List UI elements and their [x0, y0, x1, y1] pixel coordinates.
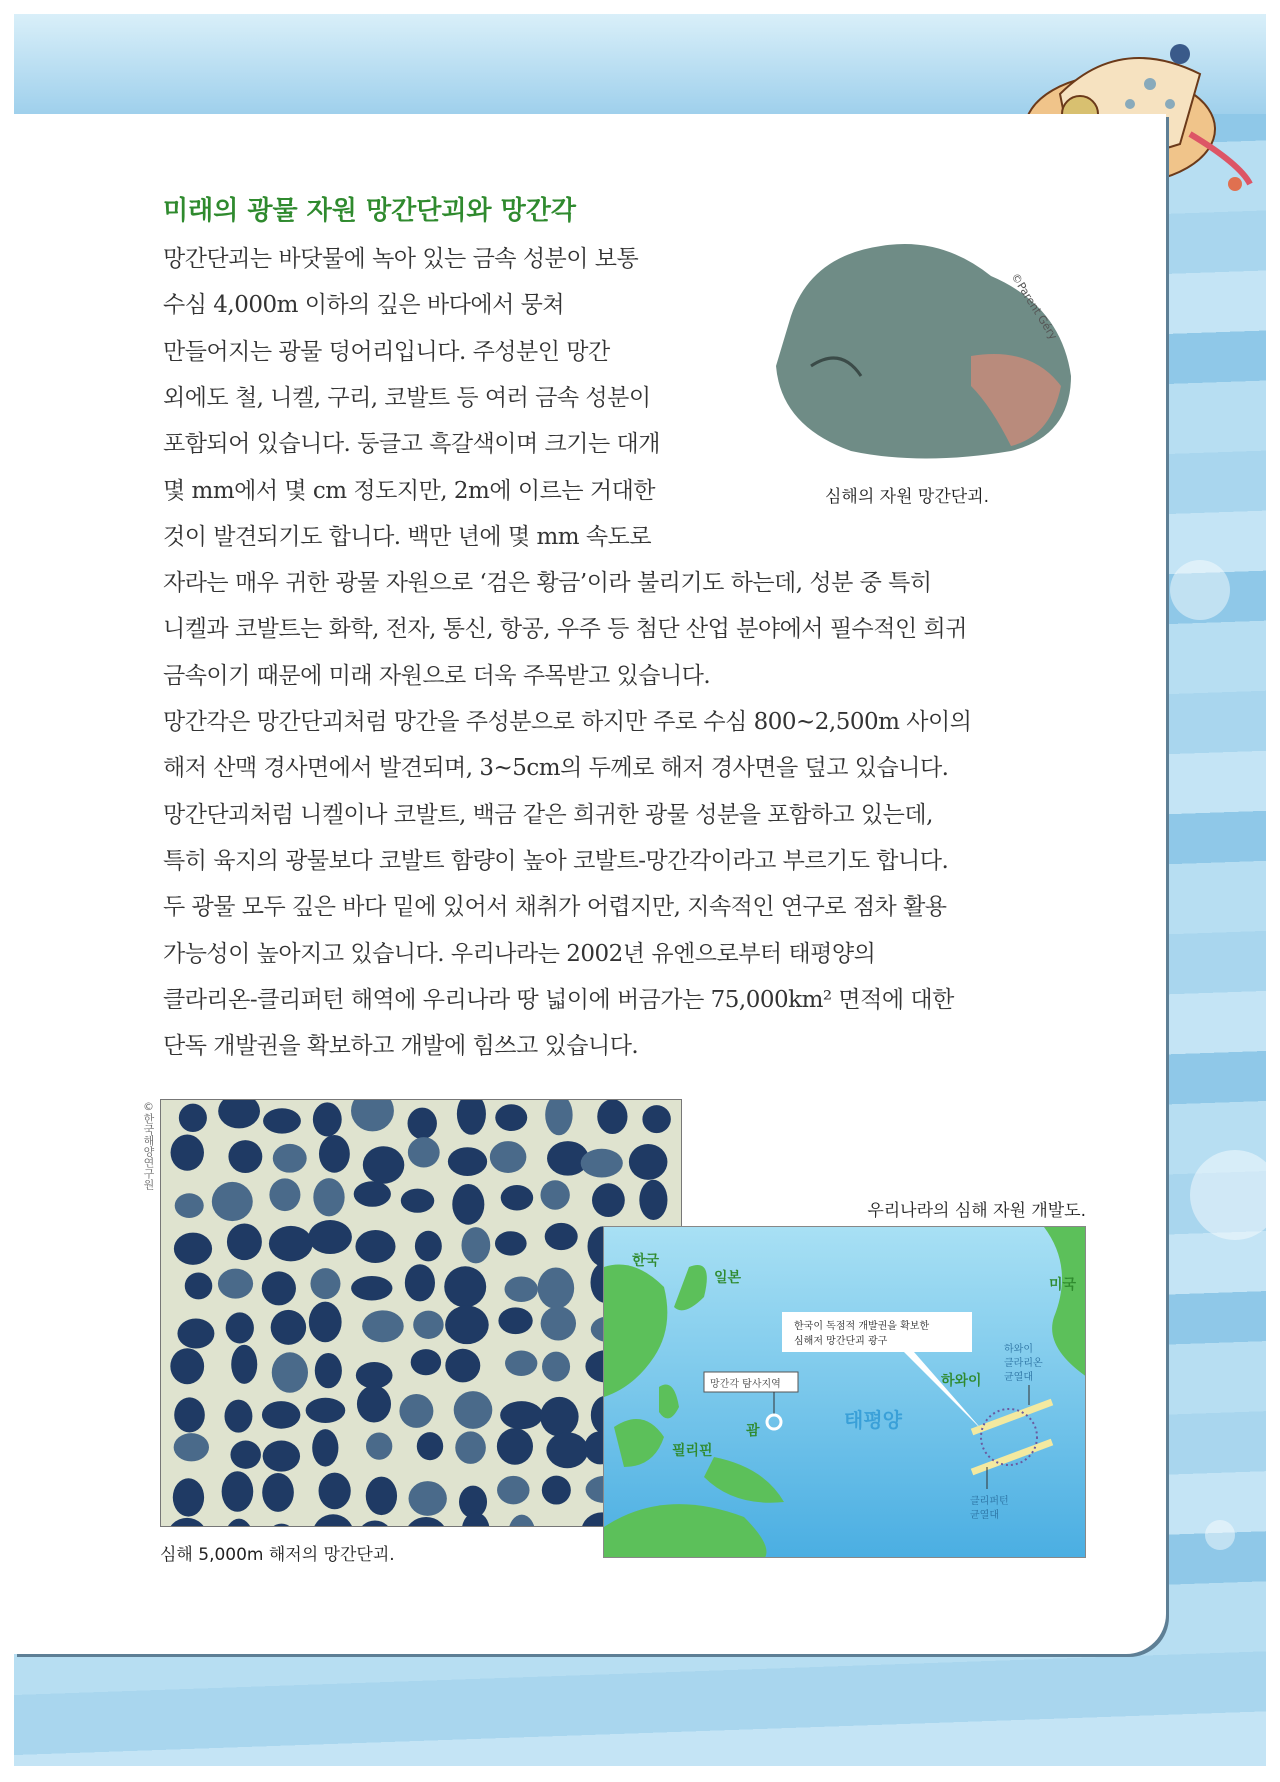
nodule: [581, 1149, 623, 1178]
body-line: 망간단괴는 바닷물에 녹아 있는 금속 성분이 보통: [163, 246, 639, 272]
nodule: [226, 1312, 254, 1343]
nodule: [542, 1352, 570, 1382]
bubble-decoration: [1170, 560, 1230, 620]
nodule: [185, 1272, 213, 1299]
nodule: [170, 1348, 204, 1384]
nodule: [542, 1476, 571, 1505]
nodule: [312, 1429, 338, 1466]
nodule: [408, 1137, 440, 1167]
nodule: [362, 1310, 404, 1342]
nodule: [319, 1473, 351, 1510]
nodule: [546, 1432, 588, 1468]
nodule: [399, 1394, 433, 1428]
nodule: [167, 1518, 208, 1527]
nodule: [308, 1220, 352, 1254]
nodule: [639, 1180, 667, 1220]
body-line: 외에도 철, 니켈, 구리, 코발트 등 여러 금속 성분이: [163, 384, 651, 411]
map-callout: 한국이 독점적 개발권을 확보한: [794, 1321, 930, 1332]
map-callout: 심해저 망간단괴 광구: [794, 1336, 888, 1347]
nodule: [354, 1181, 391, 1207]
nodule: [455, 1431, 486, 1464]
body-line: 망간단괴처럼 니켈이나 코발트, 백금 같은 희귀한 광물 성분을 포함하고 있는데,: [163, 801, 933, 828]
nodule: [231, 1345, 257, 1384]
nodule: [457, 1100, 486, 1135]
nodule: [268, 1524, 295, 1527]
map-label-zone: 균열대: [1004, 1372, 1033, 1383]
bubble-decoration: [1205, 1520, 1235, 1550]
nodule: [545, 1100, 572, 1135]
nodule: [227, 1223, 262, 1260]
nodule: [263, 1441, 300, 1472]
nodule: [173, 1478, 204, 1516]
map-label-crust-area: 망간각 탐사지역: [710, 1379, 781, 1390]
nodule: [313, 1514, 353, 1527]
nodule: [408, 1108, 437, 1140]
nodule: [175, 1193, 204, 1218]
map-label-zone: 하와이: [1004, 1344, 1033, 1355]
nodule: [445, 1349, 480, 1383]
nodule: [269, 1226, 313, 1261]
nodule: [262, 1401, 300, 1429]
nodule: [272, 1352, 308, 1392]
body-line: 포함되어 있습니다. 둥글고 흑갈색이며 크기는 대개: [163, 431, 660, 458]
map-label-korea: 한국: [632, 1253, 660, 1269]
nodule: [218, 1100, 260, 1128]
nodule: [545, 1223, 578, 1250]
photo-credit: ©한국해양연구원: [142, 1100, 155, 1190]
nodule: [177, 1318, 214, 1348]
body-line: 클라리온-클리퍼턴 해역에 우리나라 땅 넓이에 버금가는 75,000km² 면적에 대한: [163, 986, 954, 1013]
nodule: [262, 1473, 294, 1512]
nodule: [174, 1233, 212, 1265]
nodule: [498, 1307, 532, 1334]
map-label-usa: 미국: [1049, 1277, 1077, 1293]
nodule: [444, 1266, 486, 1307]
map-label-zone: 클라리온: [1004, 1358, 1043, 1369]
map-label-pacific: 태평양: [844, 1408, 902, 1432]
map-label-zone: 균열대: [970, 1510, 999, 1521]
nodule: [597, 1100, 627, 1134]
nodule: [497, 1428, 533, 1465]
body-line: 특히 육지의 광물보다 코발트 함량이 높아 코발트-망간각이라고 부르기도 합니다.: [163, 847, 949, 874]
manganese-nodule-photo: [771, 236, 1074, 468]
nodule: [230, 1441, 260, 1469]
nodule: [642, 1105, 670, 1133]
map-label-japan: 일본: [714, 1270, 742, 1286]
nodule: [351, 1276, 392, 1301]
nodule: [500, 1401, 543, 1429]
body-line: 수심 4,000m 이하의 깊은 바다에서 뭉쳐: [163, 292, 565, 319]
nodule: [497, 1476, 529, 1505]
nodule: [273, 1144, 307, 1173]
nodule: [315, 1353, 342, 1388]
nodule: [363, 1146, 404, 1183]
body-line: 니켈과 코발트는 화학, 전자, 통신, 항공, 우주 등 첨단 산업 분야에서 필수적인 희귀: [163, 616, 967, 643]
body-line: 가능성이 높아지고 있습니다. 우리나라는 2002년 유엔으로부터 태평양의: [163, 940, 876, 967]
nodule: [313, 1102, 342, 1136]
nodule: [452, 1184, 484, 1225]
body-line: 망간각은 망간단괴처럼 망간을 주성분으로 하지만 주로 수심 800~2,500m 사이의: [163, 709, 972, 735]
nodule: [222, 1471, 254, 1512]
nodule: [405, 1517, 447, 1527]
nodule: [405, 1264, 435, 1301]
nodule: [310, 1268, 340, 1299]
nodule: [357, 1520, 393, 1527]
body-line: 만들어지는 광물 덩어리입니다. 주성분인 망간: [163, 338, 610, 365]
nodule: [313, 1178, 344, 1216]
nodule: [417, 1432, 443, 1460]
nodule: [355, 1230, 395, 1263]
body-line: 두 광물 모두 깊은 바다 밑에 있어서 채취가 어렵지만, 지속적인 연구로 점차 활용: [163, 894, 947, 921]
section-title: 미래의 광물 자원 망간단괴와 망간각: [163, 196, 576, 226]
nodule: [212, 1182, 253, 1221]
nodule: [448, 1147, 487, 1176]
body-line: 금속이기 때문에 미래 자원으로 더욱 주목받고 있습니다.: [163, 662, 711, 689]
nodule: [505, 1276, 538, 1302]
nodule: [445, 1306, 489, 1345]
nodule: [540, 1397, 578, 1437]
nodule: [505, 1351, 537, 1376]
nodule: [269, 1178, 300, 1211]
map-label-guam: 괌: [746, 1423, 760, 1439]
nodule: [508, 1515, 535, 1527]
nodule: [538, 1267, 575, 1308]
nodule: [224, 1400, 252, 1433]
rock-caption: 심해의 자원 망간단괴.: [825, 487, 990, 507]
body-line: 것이 발견되기도 합니다. 백만 년에 몇 mm 속도로: [163, 523, 652, 550]
body-line: 자라는 매우 귀한 광물 자원으로 ‘검은 황금’이라 불리기도 하는데, 성분 중 특히: [163, 570, 932, 597]
nodule: [356, 1362, 393, 1389]
nodule: [174, 1433, 209, 1461]
nodules-caption: 심해 5,000m 해저의 망간단괴.: [160, 1545, 395, 1565]
bubble-decoration: [1190, 1150, 1280, 1240]
nodule: [366, 1432, 392, 1459]
nodule: [411, 1349, 441, 1375]
nodule: [357, 1385, 391, 1422]
nodule: [263, 1108, 301, 1133]
nodule: [495, 1231, 527, 1255]
nodule: [319, 1135, 350, 1173]
nodule: [309, 1302, 342, 1343]
nodule: [401, 1189, 434, 1213]
nodule: [366, 1477, 397, 1516]
nodule: [629, 1144, 668, 1180]
nodule: [179, 1104, 207, 1132]
map-caption: 우리나라의 심해 자원 개발도.: [867, 1201, 1086, 1221]
pacific-map: [603, 1226, 1086, 1558]
nodule: [271, 1310, 306, 1345]
nodule: [490, 1141, 527, 1173]
body-line: 몇 mm에서 몇 cm 정도지만, 2m에 이르는 거대한: [163, 477, 656, 504]
nodule: [174, 1397, 205, 1432]
nodule: [262, 1271, 296, 1305]
nodule: [592, 1183, 625, 1217]
nodule: [461, 1227, 490, 1263]
nodule: [225, 1519, 254, 1527]
body-line: 단독 개발권을 확보하고 개발에 힘쓰고 있습니다.: [163, 1033, 639, 1060]
nodule: [413, 1311, 443, 1339]
nodule: [415, 1231, 442, 1262]
nodule: [218, 1269, 253, 1299]
map-label-hawaii: 하와이: [941, 1373, 982, 1389]
nodule: [540, 1180, 569, 1209]
nodule: [228, 1140, 262, 1173]
nodule: [409, 1481, 447, 1516]
nodule: [454, 1391, 493, 1429]
nodule: [351, 1100, 394, 1131]
photo-credit: ©Parent Géry: [1008, 270, 1060, 343]
map-label-zone: 클리퍼턴: [970, 1496, 1009, 1507]
body-line: 해저 산맥 경사면에서 발견되며, 3~5cm의 두께로 해저 경사면을 덮고 있습니다.: [163, 755, 949, 782]
nodule: [501, 1185, 533, 1210]
map-label-philippines: 필리핀: [672, 1443, 713, 1459]
nodule: [541, 1306, 576, 1340]
nodule: [495, 1104, 527, 1131]
nodule: [171, 1135, 204, 1171]
nodule: [306, 1398, 346, 1423]
